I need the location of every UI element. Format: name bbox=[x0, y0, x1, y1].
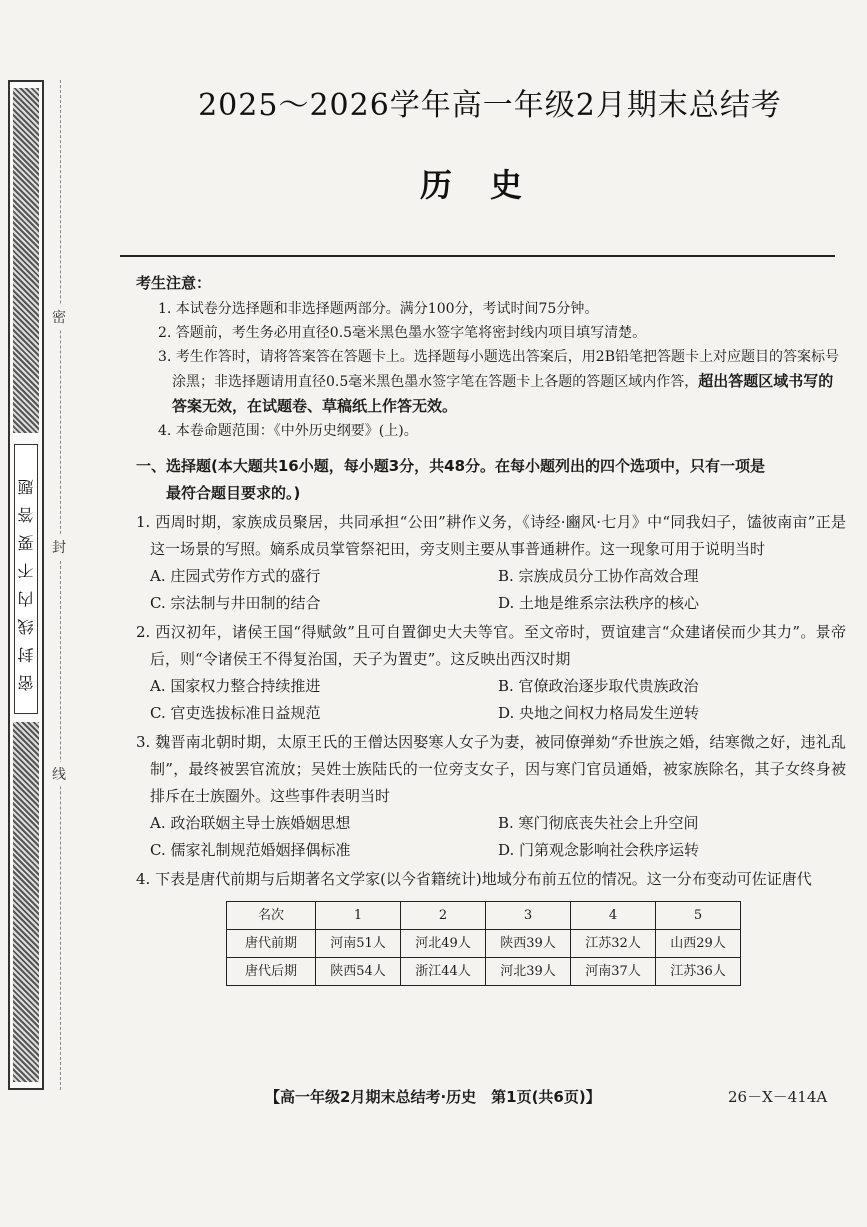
option-a: A. 庄园式劳作方式的盛行 bbox=[150, 567, 321, 585]
section-heading-text: 一、选择题(本大题共16小题，每小题3分，共48分。在每小题列出的四个选项中，只有一项是 bbox=[136, 457, 766, 475]
section-heading-cont: 最符合题目要求的。) bbox=[166, 484, 301, 502]
table-cell: 浙江44人 bbox=[401, 958, 486, 986]
header-divider bbox=[120, 255, 835, 257]
table-cell: 唐代后期 bbox=[227, 958, 316, 986]
option-d: D. 门第观念影响社会秩序运转 bbox=[498, 841, 700, 859]
table-row bbox=[227, 958, 741, 986]
option-c: C. 官吏选拔标准日益规范 bbox=[150, 704, 321, 722]
table-cell: 陕西54人 bbox=[316, 958, 401, 986]
table-cell: 江苏36人 bbox=[656, 958, 741, 986]
notice-item: 1. 本试卷分选择题和非选择题两部分。满分100分，考试时间75分钟。 bbox=[158, 301, 599, 317]
option-c: C. 宗法制与井田制的结合 bbox=[150, 594, 321, 612]
exam-content bbox=[136, 270, 846, 986]
table-header-cell: 4 bbox=[571, 902, 656, 930]
table-header-cell: 1 bbox=[316, 902, 401, 930]
question-stem: 1. 西周时期，家族成员聚居，共同承担“公田”耕作义务，《诗经·豳风·七月》中“同我妇子，馌彼南亩”正是这一场景的写照。嫡系成员掌管祭祀田，旁支则主要从事普通耕作。这一现象可用于说明当时 bbox=[136, 513, 846, 558]
paper-code: 26－X－414A bbox=[728, 1088, 828, 1106]
hatched-pattern-bottom bbox=[13, 722, 39, 1082]
notice-item-bold: 超出答题区域书写的答案无效，在试题卷、草稿纸上作答无效。 bbox=[172, 372, 834, 415]
hatched-pattern-top bbox=[13, 88, 39, 433]
question-options bbox=[136, 673, 846, 727]
rank-table bbox=[226, 901, 741, 986]
table-cell: 陕西39人 bbox=[486, 930, 571, 958]
option-a: A. 政治联姻主导士族婚姻思想 bbox=[150, 814, 351, 832]
seal-strip bbox=[8, 80, 44, 1090]
question-stem: 2. 西汉初年，诸侯王国“得赋敛”且可自置御史大夫等官。至文帝时，贾谊建言“众建诸侯而少其力”。景帝后，则“令诸侯王不得复治国，天子为置吏”。这反映出西汉时期 bbox=[136, 623, 846, 668]
seal-word-mi: 密 bbox=[52, 305, 66, 329]
notice-item-text: 3. 考生作答时，请将答案答在答题卡上。选择题每小题选出答案后，用2B铅笔把答题卡上对应题目的答案标号涂黑；非选择题请用直径0.5毫米黑色墨水签字笔在答题卡上各题的答题区域内作答， bbox=[158, 349, 840, 390]
question-options bbox=[136, 563, 846, 617]
option-b: B. 寒门彻底丧失社会上升空间 bbox=[498, 814, 699, 832]
seal-dashed-line bbox=[60, 80, 61, 1090]
notice-heading: 考生注意： bbox=[136, 274, 212, 292]
table-cell: 河南37人 bbox=[571, 958, 656, 986]
table-header-cell: 3 bbox=[486, 902, 571, 930]
notice-item: 2. 答题前，考生务必用直径0.5毫米黑色墨水签字笔将密封线内项目填写清楚。 bbox=[158, 325, 647, 341]
table-cell: 唐代前期 bbox=[227, 930, 316, 958]
notice-list bbox=[136, 297, 846, 443]
question-4 bbox=[136, 866, 846, 986]
option-b: B. 宗族成员分工协作高效合理 bbox=[498, 567, 699, 585]
notice-item bbox=[136, 345, 846, 419]
seal-word-xian: 线 bbox=[52, 762, 66, 786]
question-options bbox=[136, 810, 846, 864]
table-header-row bbox=[227, 902, 741, 930]
table-cell: 河北49人 bbox=[401, 930, 486, 958]
question-1 bbox=[136, 509, 846, 617]
table-header-cell: 5 bbox=[656, 902, 741, 930]
seal-warning-box bbox=[14, 444, 38, 714]
exam-title: 2025～2026学年高一年级2月期末总结考 bbox=[198, 88, 782, 123]
table-cell: 河南51人 bbox=[316, 930, 401, 958]
seal-word-feng: 封 bbox=[52, 535, 66, 559]
question-stem: 4. 下表是唐代前期与后期著名文学家(以今省籍统计)地域分布前五位的情况。这一分布变动可佐证唐代 bbox=[136, 870, 812, 888]
question-2 bbox=[136, 619, 846, 727]
table-cell: 江苏32人 bbox=[571, 930, 656, 958]
option-a: A. 国家权力整合持续推进 bbox=[150, 677, 321, 695]
page-footer: 【高一年级2月期末总结考·历史 第1页(共6页)】 bbox=[265, 1088, 601, 1106]
option-c: C. 儒家礼制规范婚姻择偶标准 bbox=[150, 841, 351, 859]
section-heading bbox=[136, 453, 846, 507]
question-3 bbox=[136, 729, 846, 864]
seal-warning-text: 密封线内不要答题 bbox=[16, 467, 36, 691]
option-d: D. 土地是维系宗法秩序的核心 bbox=[498, 594, 700, 612]
option-d: D. 央地之间权力格局发生逆转 bbox=[498, 704, 700, 722]
subject-title: 历史 bbox=[419, 166, 560, 204]
question-stem: 3. 魏晋南北朝时期，太原王氏的王僧达因娶寒人女子为妻，被同僚弹劾“乔世族之婚，结寒微之好，违礼乱制”，最终被罢官流放；吴姓士族陆氏的一位旁支女子，因与寒门官员通婚，被家族除名，其子女终身被排斥在士族圈外。这些事件表明当时 bbox=[136, 733, 846, 805]
option-b: B. 官僚政治逐步取代贵族政治 bbox=[498, 677, 699, 695]
notice-item: 4. 本卷命题范围：《中外历史纲要》(上)。 bbox=[158, 423, 418, 439]
table-header-cell: 名次 bbox=[227, 902, 316, 930]
table-cell: 山西29人 bbox=[656, 930, 741, 958]
table-header-cell: 2 bbox=[401, 902, 486, 930]
table-row bbox=[227, 930, 741, 958]
table-cell: 河北39人 bbox=[486, 958, 571, 986]
